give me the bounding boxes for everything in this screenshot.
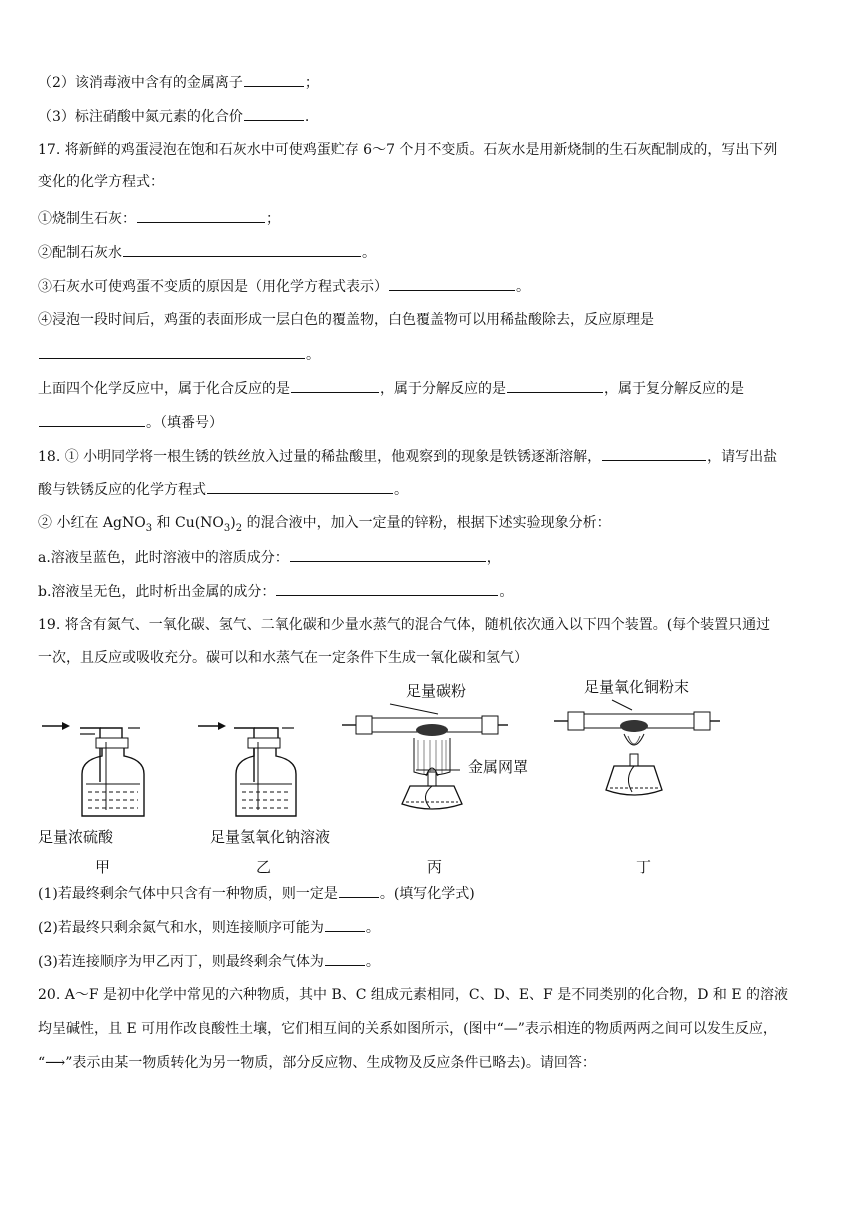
jia-label: 甲 bbox=[95, 858, 111, 876]
q19-stem-line2: 一次，且反应或吸收充分。碳可以和水蒸气在一定条件下生成一氧化碳和氢气） bbox=[38, 650, 528, 666]
q20-line1: 20. A～F 是初中化学中常见的六种物质，其中 B、C 组成元素相同，C、D、E、F 是不同类别的化合物，D 和 E 的溶液 bbox=[38, 987, 789, 1003]
q17-stem-line1: 17. 将新鲜的鸡蛋浸泡在饱和石灰水中可使鸡蛋贮存 6～7 个月不变质。石灰水是用新烧制的生石灰配制成的，写出下列 bbox=[38, 142, 778, 158]
ding-label: 丁 bbox=[636, 858, 652, 876]
bing-net-label: 金属网罩 bbox=[468, 758, 529, 776]
ding-reagent-label: 足量氧化铜粉末 bbox=[584, 678, 690, 696]
apparatus-jia-bottle bbox=[40, 712, 160, 830]
bing-reagent-label: 足量碳粉 bbox=[406, 682, 467, 700]
answer-blank[interactable] bbox=[339, 883, 379, 898]
q19-sub2: (2)若最终只剩余氮气和水，则连接顺序可能为 。 bbox=[38, 917, 380, 938]
q20-line2: 均呈碱性，且 E 可用作改良酸性土壤，它们相互间的关系如图所示，(图中“—”表示相连的物质两两之间可以发生反应， bbox=[38, 1021, 777, 1037]
q17-item2: ②配制石灰水 。 bbox=[38, 242, 376, 263]
q18-line1: 18. ① 小明同学将一根生锈的铁丝放入过量的稀盐酸里，他观察到的现象是铁锈逐渐溶解， ，请写出盐 bbox=[38, 446, 777, 467]
answer-blank[interactable] bbox=[389, 276, 515, 291]
answer-blank[interactable] bbox=[39, 344, 305, 359]
answer-blank[interactable] bbox=[276, 581, 498, 596]
q18-part-b: b.溶液呈无色，此时析出金属的成分： 。 bbox=[38, 581, 513, 602]
q17-stem-line2: 变化的化学方程式： bbox=[38, 174, 164, 190]
answer-blank[interactable] bbox=[325, 951, 365, 966]
answer-blank[interactable] bbox=[507, 378, 603, 393]
jia-reagent-label: 足量浓硫酸 bbox=[38, 828, 114, 846]
answer-blank[interactable] bbox=[325, 917, 365, 932]
q17-item3: ③石灰水可使鸡蛋不变质的原因是（用化学方程式表示） 。 bbox=[38, 276, 530, 297]
answer-blank[interactable] bbox=[137, 208, 265, 223]
q18-line2: 酸与铁锈反应的化学方程式 。 bbox=[38, 479, 408, 500]
q17-item4-answer: 。 bbox=[38, 344, 320, 365]
q19-stem-line1: 19. 将含有氮气、一氧化碳、氢气、二氧化碳和少量水蒸气的混合气体，随机依次通入以下四个装置。(每个装置只通过 bbox=[38, 617, 771, 633]
q17-item4: ④浸泡一段时间后，鸡蛋的表面形成一层白色的覆盖物，白色覆盖物可以用稀盐酸除去，反应原理是 bbox=[38, 312, 654, 328]
q17-reaction-types: 上面四个化学反应中，属于化合反应的是 ，属于分解反应的是 ，属于复分解反应的是 bbox=[38, 378, 744, 399]
q19-sub1: (1)若最终剩余气体中只含有一种物质，则一定是 。(填写化学式) bbox=[38, 883, 475, 904]
answer-blank[interactable] bbox=[39, 412, 145, 427]
q16-part2: （2）该消毒液中含有的金属离子 ； bbox=[38, 72, 319, 93]
apparatus-ding-tube bbox=[552, 696, 722, 816]
apparatus-yi-bottle bbox=[196, 712, 316, 830]
answer-blank[interactable] bbox=[123, 242, 361, 257]
answer-blank[interactable] bbox=[244, 106, 304, 121]
answer-blank[interactable] bbox=[291, 378, 379, 393]
q18-part-a: a.溶液呈蓝色，此时溶液中的溶质成分： ， bbox=[38, 547, 501, 568]
q17-reaction-types-end: 。（填番号） bbox=[38, 412, 223, 433]
answer-blank[interactable] bbox=[290, 547, 486, 562]
q20-line3: “⟶”表示由某一物质转化为另一物质，部分反应物、生成物及反应条件已略去)。请回答： bbox=[38, 1055, 596, 1071]
yi-label: 乙 bbox=[256, 858, 272, 876]
q18-line3: ② 小红在 AgNO$_3$ 和 $Cu(NO_3)_2$ 的混合液中，加入一定量的锌粉，根据下述实验现象分析： bbox=[38, 515, 611, 534]
yi-reagent-label: 足量氢氧化钠溶液 bbox=[210, 828, 331, 846]
q16-part3: （3）标注硝酸中氮元素的化合价 . bbox=[38, 106, 309, 127]
bing-label: 丙 bbox=[427, 858, 443, 876]
answer-blank[interactable] bbox=[244, 72, 304, 87]
q17-item1: ①烧制生石灰： ； bbox=[38, 208, 280, 229]
answer-blank[interactable] bbox=[602, 446, 706, 461]
q19-sub3: (3)若连接顺序为甲乙丙丁，则最终剩余气体为 。 bbox=[38, 951, 380, 972]
answer-blank[interactable] bbox=[207, 479, 393, 494]
